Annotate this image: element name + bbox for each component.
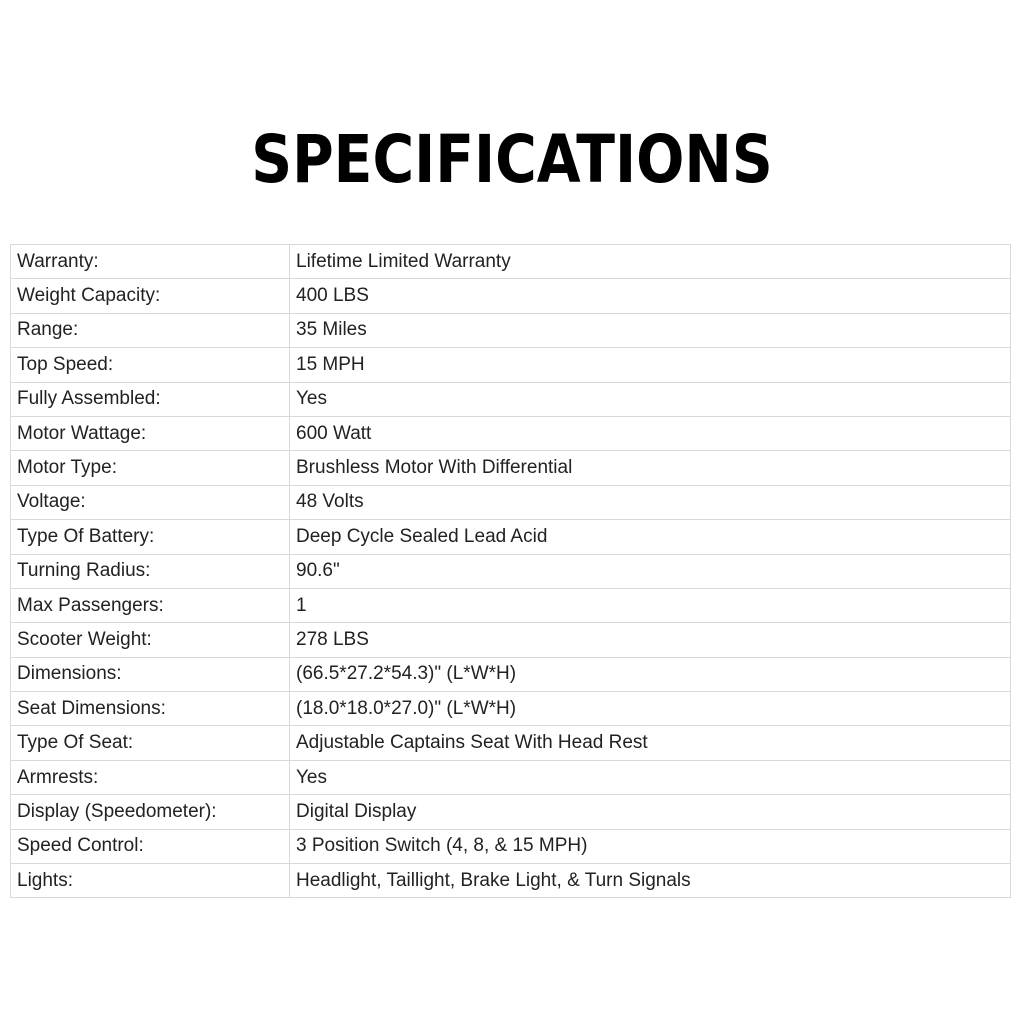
spec-value: 3 Position Switch (4, 8, & 15 MPH) [290,829,1011,863]
table-row [11,485,1011,519]
spec-value: 278 LBS [290,623,1011,657]
table-row [11,382,1011,416]
table-row [11,864,1011,898]
table-row [11,795,1011,829]
spec-value: 48 Volts [290,485,1011,519]
spec-value: 35 Miles [290,313,1011,347]
table-row [11,692,1011,726]
table-row [11,245,1011,279]
spec-value: 1 [290,588,1011,622]
spec-label: Speed Control: [11,829,290,863]
spec-value: 400 LBS [290,279,1011,313]
spec-value: Yes [290,382,1011,416]
spec-value: 90.6" [290,554,1011,588]
spec-value: 600 Watt [290,416,1011,450]
spec-value: Headlight, Taillight, Brake Light, & Turn Signals [290,864,1011,898]
spec-label: Type Of Battery: [11,520,290,554]
spec-label: Display (Speedometer): [11,795,290,829]
spec-value: Brushless Motor With Differential [290,451,1011,485]
spec-label: Turning Radius: [11,554,290,588]
spec-label: Voltage: [11,485,290,519]
table-row [11,313,1011,347]
spec-label: Type Of Seat: [11,726,290,760]
spec-value: Deep Cycle Sealed Lead Acid [290,520,1011,554]
page-title: SPECIFICATIONS [251,121,773,198]
table-row [11,760,1011,794]
table-row [11,554,1011,588]
specifications-table-body [11,245,1011,898]
spec-label: Motor Wattage: [11,416,290,450]
table-row [11,451,1011,485]
spec-label: Seat Dimensions: [11,692,290,726]
spec-label: Range: [11,313,290,347]
table-row [11,416,1011,450]
table-row [11,829,1011,863]
spec-label: Armrests: [11,760,290,794]
spec-value: (18.0*18.0*27.0)" (L*W*H) [290,692,1011,726]
spec-label: Weight Capacity: [11,279,290,313]
spec-label: Top Speed: [11,348,290,382]
table-row [11,623,1011,657]
table-row [11,520,1011,554]
spec-label: Fully Assembled: [11,382,290,416]
table-row [11,348,1011,382]
table-row [11,726,1011,760]
spec-label: Warranty: [11,245,290,279]
spec-label: Dimensions: [11,657,290,691]
specifications-table [10,244,1011,898]
table-row [11,657,1011,691]
table-row [11,588,1011,622]
spec-label: Motor Type: [11,451,290,485]
spec-value: Lifetime Limited Warranty [290,245,1011,279]
spec-label: Scooter Weight: [11,623,290,657]
spec-value: Yes [290,760,1011,794]
spec-value: Digital Display [290,795,1011,829]
table-row [11,279,1011,313]
spec-value: Adjustable Captains Seat With Head Rest [290,726,1011,760]
spec-label: Lights: [11,864,290,898]
spec-label: Max Passengers: [11,588,290,622]
spec-value: 15 MPH [290,348,1011,382]
spec-value: (66.5*27.2*54.3)" (L*W*H) [290,657,1011,691]
